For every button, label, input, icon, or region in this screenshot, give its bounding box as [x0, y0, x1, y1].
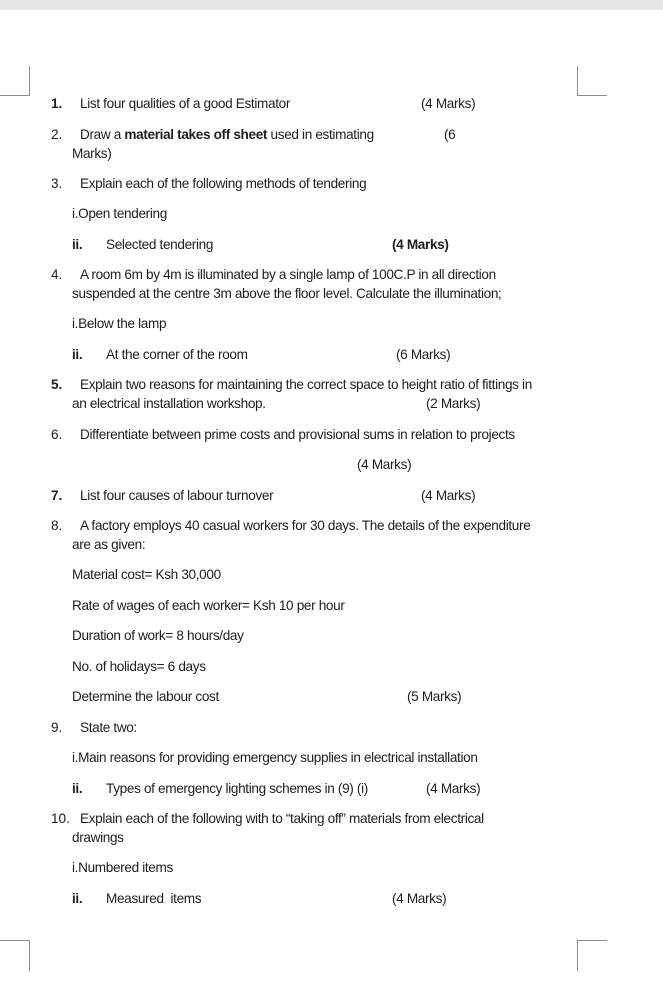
question-marks: (2 Marks): [426, 396, 481, 411]
detail-line: Rate of wages of each worker= Ksh 10 per hour: [72, 598, 345, 613]
question-text-cont: drawings: [72, 830, 124, 845]
question-number: 9.: [51, 720, 63, 735]
sub-item: i.Below the lamp: [72, 316, 167, 331]
question-number: 4.: [51, 267, 63, 282]
question-marks-wrap: Marks): [72, 146, 112, 161]
detail-line: Determine the labour cost: [72, 689, 219, 704]
question-text: A room 6m by 4m is illuminated by a single lamp of 100C.P in all direction: [80, 267, 496, 282]
sub-item-label: ii.: [72, 347, 83, 362]
question-text: List four causes of labour turnover: [80, 488, 274, 503]
question-text-cont: suspended at the centre 3m above the floor level. Calculate the illumination;: [72, 286, 502, 301]
question-text: State two:: [80, 720, 137, 735]
question-marks: (6 Marks): [396, 347, 451, 362]
question-text: Explain each of the following with to “taking off” materials from electrical: [80, 811, 484, 826]
sub-item-label: ii.: [72, 237, 83, 252]
question-number: 2.: [51, 127, 63, 142]
question-marks: (4 Marks): [421, 96, 476, 111]
question-number: 7.: [51, 488, 63, 503]
question-number: 1.: [51, 96, 63, 111]
sub-item-label: ii.: [72, 891, 83, 906]
question-text: A factory employs 40 casual workers for 30 days. The details of the expenditure: [80, 518, 531, 533]
question-text: List four qualities of a good Estimator: [80, 96, 291, 111]
question-marks: (4 Marks): [392, 891, 447, 906]
question-marks: (4 Marks): [357, 457, 412, 472]
crop-mark-bottom-left: [0, 940, 30, 971]
crop-mark-top-left: [0, 66, 30, 96]
question-number: 6.: [51, 427, 63, 442]
sub-item: Selected tendering: [106, 237, 214, 252]
question-text: Explain each of the following methods of tendering: [80, 176, 367, 191]
question-text: Draw a material takes off sheet used in estimating: [80, 127, 374, 142]
sub-item: Measured items: [106, 891, 202, 906]
sub-item: i.Open tendering: [72, 206, 167, 221]
detail-line: Duration of work= 8 hours/day: [72, 628, 244, 643]
question-number: 3.: [51, 176, 63, 191]
question-marks: (6: [444, 127, 456, 142]
question-text: Differentiate between prime costs and provisional sums in relation to projects: [80, 427, 515, 442]
sub-item: i.Main reasons for providing emergency supplies in electrical installation: [72, 750, 478, 765]
sub-item: i.Numbered items: [72, 860, 173, 875]
question-text-cont: an electrical installation workshop.: [72, 396, 266, 411]
detail-line: Material cost= Ksh 30,000: [72, 567, 221, 582]
sub-item: Types of emergency lighting schemes in (9) (i): [106, 781, 368, 796]
question-marks: (4 Marks): [421, 488, 476, 503]
bold-term: material takes off sheet: [124, 127, 268, 142]
question-marks: (4 Marks): [426, 781, 481, 796]
question-number: 8.: [51, 518, 63, 533]
question-marks: (4 Marks): [392, 237, 449, 252]
question-text-cont: are as given:: [72, 537, 146, 552]
question-text: Explain two reasons for maintaining the correct space to height ratio of fittings in: [80, 377, 532, 392]
top-bar: [0, 0, 663, 10]
crop-mark-bottom-right: [577, 940, 607, 971]
crop-mark-top-right: [577, 66, 607, 96]
question-number: 5.: [51, 377, 63, 392]
question-marks: (5 Marks): [407, 689, 462, 704]
question-number: 10.: [51, 811, 70, 826]
sub-item: At the corner of the room: [106, 347, 248, 362]
detail-line: No. of holidays= 6 days: [72, 659, 206, 674]
sub-item-label: ii.: [72, 781, 83, 796]
